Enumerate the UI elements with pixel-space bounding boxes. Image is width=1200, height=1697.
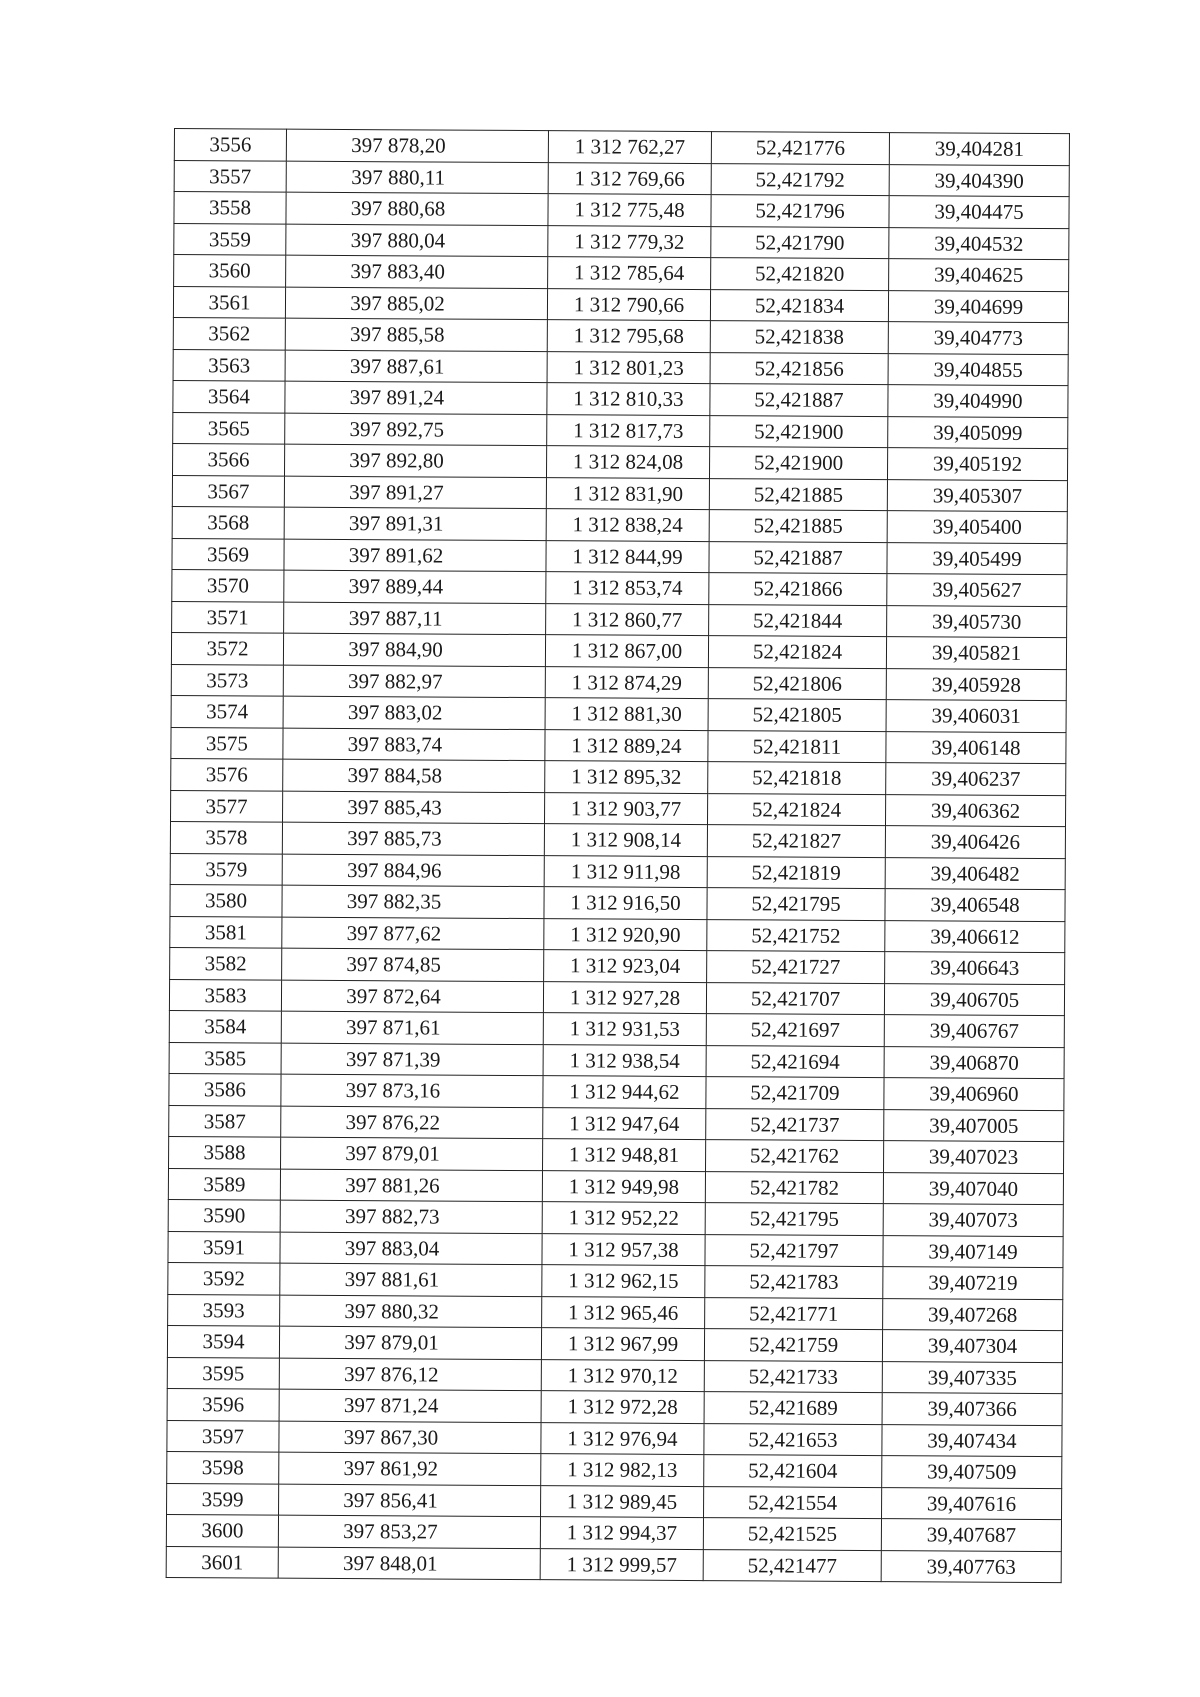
y-coordinate-cell: 1 312 976,94 [541, 1422, 704, 1454]
x-coordinate-cell: 397 891,62 [284, 539, 546, 572]
point-number-cell: 3584 [169, 1010, 281, 1042]
point-number-cell: 3592 [168, 1262, 280, 1294]
longitude-cell: 39,407434 [882, 1424, 1062, 1457]
table-row [169, 1010, 1064, 1047]
table-row [169, 979, 1064, 1016]
latitude-cell: 52,421792 [711, 163, 889, 196]
table-row [167, 1483, 1062, 1520]
latitude-cell: 52,421759 [704, 1329, 882, 1362]
longitude-cell: 39,405499 [887, 542, 1067, 575]
longitude-cell: 39,404390 [889, 164, 1069, 197]
y-coordinate-cell: 1 312 895,32 [545, 761, 708, 793]
y-coordinate-cell: 1 312 989,45 [541, 1485, 704, 1517]
x-coordinate-cell: 397 885,43 [283, 791, 545, 824]
point-number-cell: 3563 [173, 349, 285, 381]
table-row [168, 1199, 1063, 1236]
latitude-cell: 52,421776 [711, 132, 889, 165]
x-coordinate-cell: 397 892,80 [284, 444, 546, 477]
x-coordinate-cell: 397 887,11 [284, 602, 546, 635]
x-coordinate-cell: 397 883,74 [283, 728, 545, 761]
y-coordinate-cell: 1 312 801,23 [547, 351, 710, 383]
latitude-cell: 52,421790 [711, 226, 889, 259]
table-row [169, 1105, 1064, 1142]
y-coordinate-cell: 1 312 947,64 [543, 1107, 706, 1139]
point-number-cell: 3576 [171, 758, 283, 790]
x-coordinate-cell: 397 880,11 [286, 161, 548, 194]
table-row [170, 821, 1065, 858]
y-coordinate-cell: 1 312 860,77 [546, 603, 709, 635]
latitude-cell: 52,421811 [708, 730, 886, 763]
y-coordinate-cell: 1 312 931,53 [543, 1013, 706, 1045]
point-number-cell: 3571 [172, 601, 284, 633]
x-coordinate-cell: 397 874,85 [282, 948, 544, 981]
longitude-cell: 39,407509 [882, 1456, 1062, 1489]
y-coordinate-cell: 1 312 916,50 [544, 887, 707, 919]
point-number-cell: 3577 [171, 790, 283, 822]
longitude-cell: 39,407268 [883, 1298, 1063, 1331]
y-coordinate-cell: 1 312 972,28 [541, 1391, 704, 1423]
x-coordinate-cell: 397 882,35 [282, 885, 544, 918]
longitude-cell: 39,404625 [889, 259, 1069, 292]
point-number-cell: 3601 [166, 1546, 278, 1578]
y-coordinate-cell: 1 312 967,99 [541, 1328, 704, 1360]
longitude-cell: 39,405730 [887, 605, 1067, 638]
latitude-cell: 52,421796 [711, 195, 889, 228]
y-coordinate-cell: 1 312 911,98 [544, 855, 707, 887]
longitude-cell: 39,406612 [885, 920, 1065, 953]
y-coordinate-cell: 1 312 927,28 [543, 981, 706, 1013]
table-row [166, 1514, 1061, 1551]
longitude-cell: 39,404699 [888, 290, 1068, 323]
point-number-cell: 3567 [172, 475, 284, 507]
latitude-cell: 52,421797 [705, 1234, 883, 1267]
longitude-cell: 39,406362 [885, 794, 1065, 827]
y-coordinate-cell: 1 312 824,08 [546, 446, 709, 478]
latitude-cell: 52,421795 [705, 1203, 883, 1236]
x-coordinate-cell: 397 889,44 [284, 570, 546, 603]
longitude-cell: 39,407040 [883, 1172, 1063, 1205]
x-coordinate-cell: 397 867,30 [279, 1421, 541, 1454]
latitude-cell: 52,421771 [705, 1297, 883, 1330]
x-coordinate-cell: 397 861,92 [279, 1452, 541, 1485]
y-coordinate-cell: 1 312 920,90 [544, 918, 707, 950]
longitude-cell: 39,406960 [884, 1078, 1064, 1111]
x-coordinate-cell: 397 880,04 [286, 224, 548, 257]
latitude-cell: 52,421818 [708, 762, 886, 795]
point-number-cell: 3570 [172, 569, 284, 601]
table-row [167, 1388, 1062, 1425]
x-coordinate-cell: 397 884,96 [282, 854, 544, 887]
table-row [169, 1136, 1064, 1173]
y-coordinate-cell: 1 312 844,99 [546, 540, 709, 572]
x-coordinate-cell: 397 891,31 [284, 507, 546, 540]
point-number-cell: 3569 [172, 538, 284, 570]
x-coordinate-cell: 397 884,58 [283, 759, 545, 792]
point-number-cell: 3574 [171, 695, 283, 727]
y-coordinate-cell: 1 312 881,30 [545, 698, 708, 730]
latitude-cell: 52,421805 [708, 699, 886, 732]
longitude-cell: 39,404773 [888, 322, 1068, 355]
longitude-cell: 39,407616 [882, 1487, 1062, 1520]
point-number-cell: 3586 [169, 1073, 281, 1105]
table-row [173, 286, 1068, 323]
longitude-cell: 39,405928 [886, 668, 1066, 701]
longitude-cell: 39,406031 [886, 700, 1066, 733]
point-number-cell: 3564 [173, 380, 285, 412]
longitude-cell: 39,405099 [888, 416, 1068, 449]
table-row [174, 160, 1069, 197]
x-coordinate-cell: 397 881,26 [280, 1169, 542, 1202]
longitude-cell: 39,407687 [881, 1519, 1061, 1552]
x-coordinate-cell: 397 891,27 [284, 476, 546, 509]
table-row [171, 790, 1066, 827]
y-coordinate-cell: 1 312 962,15 [542, 1265, 705, 1297]
longitude-cell: 39,407335 [882, 1361, 1062, 1394]
longitude-cell: 39,405821 [886, 637, 1066, 670]
table-row [172, 569, 1067, 606]
x-coordinate-cell: 397 885,02 [285, 287, 547, 320]
longitude-cell: 39,404475 [889, 196, 1069, 229]
longitude-cell: 39,405400 [887, 511, 1067, 544]
latitude-cell: 52,421554 [704, 1486, 882, 1519]
point-number-cell: 3566 [173, 443, 285, 475]
table-row [174, 223, 1069, 260]
y-coordinate-cell: 1 312 903,77 [544, 792, 707, 824]
table-row [169, 1042, 1064, 1079]
longitude-cell: 39,406767 [884, 1015, 1064, 1048]
y-coordinate-cell: 1 312 831,90 [546, 477, 709, 509]
latitude-cell: 52,421885 [709, 510, 887, 543]
x-coordinate-cell: 397 887,61 [285, 350, 547, 383]
y-coordinate-cell: 1 312 994,37 [540, 1517, 703, 1549]
y-coordinate-cell: 1 312 908,14 [544, 824, 707, 856]
coordinates-table-wrapper [166, 128, 1069, 1583]
longitude-cell: 39,407366 [882, 1393, 1062, 1426]
latitude-cell: 52,421727 [707, 951, 885, 984]
x-coordinate-cell: 397 881,61 [280, 1263, 542, 1296]
longitude-cell: 39,405192 [887, 448, 1067, 481]
x-coordinate-cell: 397 885,58 [285, 318, 547, 351]
x-coordinate-cell: 397 871,24 [279, 1389, 541, 1422]
longitude-cell: 39,407219 [883, 1267, 1063, 1300]
x-coordinate-cell: 397 882,97 [283, 665, 545, 698]
longitude-cell: 39,407073 [883, 1204, 1063, 1237]
table-row [170, 853, 1065, 890]
latitude-cell: 52,421795 [707, 888, 885, 921]
table-row [167, 1357, 1062, 1394]
x-coordinate-cell: 397 873,16 [281, 1074, 543, 1107]
point-number-cell: 3589 [168, 1168, 280, 1200]
point-number-cell: 3595 [167, 1357, 279, 1389]
latitude-cell: 52,421762 [706, 1140, 884, 1173]
y-coordinate-cell: 1 312 874,29 [545, 666, 708, 698]
point-number-cell: 3562 [173, 317, 285, 349]
latitude-cell: 52,421694 [706, 1045, 884, 1078]
table-row [168, 1294, 1063, 1331]
point-number-cell: 3579 [170, 853, 282, 885]
point-number-cell: 3599 [167, 1483, 279, 1515]
latitude-cell: 52,421820 [711, 258, 889, 291]
y-coordinate-cell: 1 312 923,04 [544, 950, 707, 982]
latitude-cell: 52,421709 [706, 1077, 884, 1110]
point-number-cell: 3597 [167, 1420, 279, 1452]
table-row [167, 1451, 1062, 1488]
y-coordinate-cell: 1 312 853,74 [546, 572, 709, 604]
latitude-cell: 52,421525 [703, 1518, 881, 1551]
y-coordinate-cell: 1 312 769,66 [548, 162, 711, 194]
latitude-cell: 52,421827 [707, 825, 885, 858]
longitude-cell: 39,404855 [888, 353, 1068, 386]
x-coordinate-cell: 397 880,32 [280, 1295, 542, 1328]
table-row [166, 1546, 1061, 1583]
latitude-cell: 52,421838 [710, 321, 888, 354]
y-coordinate-cell: 1 312 779,32 [548, 225, 711, 257]
point-number-cell: 3568 [172, 506, 284, 538]
y-coordinate-cell: 1 312 965,46 [542, 1296, 705, 1328]
longitude-cell: 39,405627 [887, 574, 1067, 607]
latitude-cell: 52,421844 [709, 604, 887, 637]
point-number-cell: 3559 [174, 223, 286, 255]
table-row [173, 380, 1068, 417]
table-row [171, 758, 1066, 795]
y-coordinate-cell: 1 312 952,22 [542, 1202, 705, 1234]
point-number-cell: 3585 [169, 1042, 281, 1074]
x-coordinate-cell: 397 853,27 [278, 1515, 540, 1548]
y-coordinate-cell: 1 312 790,66 [547, 288, 710, 320]
longitude-cell: 39,406426 [885, 826, 1065, 859]
latitude-cell: 52,421697 [706, 1014, 884, 1047]
y-coordinate-cell: 1 312 957,38 [542, 1233, 705, 1265]
y-coordinate-cell: 1 312 817,73 [547, 414, 710, 446]
coordinates-table [166, 128, 1070, 1583]
longitude-cell: 39,406148 [886, 731, 1066, 764]
latitude-cell: 52,421783 [705, 1266, 883, 1299]
latitude-cell: 52,421689 [704, 1392, 882, 1425]
x-coordinate-cell: 397 876,12 [279, 1358, 541, 1391]
y-coordinate-cell: 1 312 970,12 [541, 1359, 704, 1391]
table-row [173, 349, 1068, 386]
table-row [171, 695, 1066, 732]
x-coordinate-cell: 397 878,20 [286, 129, 548, 162]
table-row [174, 129, 1069, 166]
x-coordinate-cell: 397 884,90 [283, 633, 545, 666]
table-row [169, 1073, 1064, 1110]
longitude-cell: 39,407304 [882, 1330, 1062, 1363]
point-number-cell: 3565 [173, 412, 285, 444]
point-number-cell: 3590 [168, 1199, 280, 1231]
x-coordinate-cell: 397 883,02 [283, 696, 545, 729]
x-coordinate-cell: 397 877,62 [282, 917, 544, 950]
coordinates-table-body [166, 129, 1069, 1583]
longitude-cell: 39,407149 [883, 1235, 1063, 1268]
y-coordinate-cell: 1 312 938,54 [543, 1044, 706, 1076]
table-row [171, 664, 1066, 701]
x-coordinate-cell: 397 856,41 [279, 1484, 541, 1517]
point-number-cell: 3596 [167, 1388, 279, 1420]
latitude-cell: 52,421885 [709, 478, 887, 511]
point-number-cell: 3588 [169, 1136, 281, 1168]
latitude-cell: 52,421856 [710, 352, 888, 385]
latitude-cell: 52,421824 [707, 793, 885, 826]
latitude-cell: 52,421824 [708, 636, 886, 669]
point-number-cell: 3578 [170, 821, 282, 853]
latitude-cell: 52,421834 [710, 289, 888, 322]
longitude-cell: 39,404281 [889, 133, 1069, 166]
latitude-cell: 52,421733 [704, 1360, 882, 1393]
table-row [168, 1262, 1063, 1299]
point-number-cell: 3594 [167, 1325, 279, 1357]
y-coordinate-cell: 1 312 867,00 [545, 635, 708, 667]
x-coordinate-cell: 397 876,22 [281, 1106, 543, 1139]
longitude-cell: 39,406643 [885, 952, 1065, 985]
y-coordinate-cell: 1 312 949,98 [542, 1170, 705, 1202]
point-number-cell: 3572 [171, 632, 283, 664]
table-row [171, 632, 1066, 669]
latitude-cell: 52,421653 [704, 1423, 882, 1456]
table-row [170, 947, 1065, 984]
x-coordinate-cell: 397 885,73 [282, 822, 544, 855]
point-number-cell: 3587 [169, 1105, 281, 1137]
y-coordinate-cell: 1 312 838,24 [546, 509, 709, 541]
y-coordinate-cell: 1 312 982,13 [541, 1454, 704, 1486]
x-coordinate-cell: 397 892,75 [285, 413, 547, 446]
point-number-cell: 3561 [173, 286, 285, 318]
longitude-cell: 39,406237 [886, 763, 1066, 796]
point-number-cell: 3600 [166, 1514, 278, 1546]
table-row [173, 412, 1068, 449]
x-coordinate-cell: 397 891,24 [285, 381, 547, 414]
table-row [172, 601, 1067, 638]
point-number-cell: 3581 [170, 916, 282, 948]
point-number-cell: 3556 [174, 129, 286, 161]
x-coordinate-cell: 397 871,39 [281, 1043, 543, 1076]
x-coordinate-cell: 397 879,01 [279, 1326, 541, 1359]
latitude-cell: 52,421887 [709, 541, 887, 574]
x-coordinate-cell: 397 883,04 [280, 1232, 542, 1265]
x-coordinate-cell: 397 848,01 [278, 1547, 540, 1580]
table-row [172, 475, 1067, 512]
point-number-cell: 3573 [171, 664, 283, 696]
longitude-cell: 39,407005 [884, 1109, 1064, 1142]
point-number-cell: 3582 [170, 947, 282, 979]
table-row [174, 192, 1069, 229]
latitude-cell: 52,421737 [706, 1108, 884, 1141]
y-coordinate-cell: 1 312 795,68 [547, 320, 710, 352]
point-number-cell: 3583 [169, 979, 281, 1011]
latitude-cell: 52,421900 [710, 415, 888, 448]
x-coordinate-cell: 397 882,73 [280, 1200, 542, 1233]
longitude-cell: 39,407023 [883, 1141, 1063, 1174]
table-row [173, 443, 1068, 480]
table-row [167, 1420, 1062, 1457]
table-row [172, 506, 1067, 543]
table-row [168, 1168, 1063, 1205]
y-coordinate-cell: 1 312 775,48 [548, 194, 711, 226]
table-row [168, 1231, 1063, 1268]
point-number-cell: 3580 [170, 884, 282, 916]
y-coordinate-cell: 1 312 785,64 [548, 257, 711, 289]
y-coordinate-cell: 1 312 762,27 [548, 131, 711, 163]
table-row [171, 727, 1066, 764]
latitude-cell: 52,421752 [707, 919, 885, 952]
point-number-cell: 3591 [168, 1231, 280, 1263]
point-number-cell: 3558 [174, 192, 286, 224]
x-coordinate-cell: 397 880,68 [286, 192, 548, 225]
longitude-cell: 39,407763 [881, 1550, 1061, 1583]
x-coordinate-cell: 397 872,64 [281, 980, 543, 1013]
longitude-cell: 39,404990 [888, 385, 1068, 418]
x-coordinate-cell: 397 883,40 [286, 255, 548, 288]
longitude-cell: 39,406482 [885, 857, 1065, 890]
longitude-cell: 39,404532 [889, 227, 1069, 260]
latitude-cell: 52,421819 [707, 856, 885, 889]
y-coordinate-cell: 1 312 810,33 [547, 383, 710, 415]
point-number-cell: 3557 [174, 160, 286, 192]
longitude-cell: 39,405307 [887, 479, 1067, 512]
latitude-cell: 52,421806 [708, 667, 886, 700]
latitude-cell: 52,421782 [705, 1171, 883, 1204]
x-coordinate-cell: 397 879,01 [281, 1137, 543, 1170]
latitude-cell: 52,421707 [706, 982, 884, 1015]
table-row [174, 255, 1069, 292]
latitude-cell: 52,421900 [709, 447, 887, 480]
longitude-cell: 39,406705 [884, 983, 1064, 1016]
longitude-cell: 39,406548 [885, 889, 1065, 922]
point-number-cell: 3560 [174, 255, 286, 287]
point-number-cell: 3593 [168, 1294, 280, 1326]
table-row [170, 884, 1065, 921]
latitude-cell: 52,421477 [703, 1549, 881, 1582]
latitude-cell: 52,421866 [709, 573, 887, 606]
y-coordinate-cell: 1 312 889,24 [545, 729, 708, 761]
latitude-cell: 52,421887 [710, 384, 888, 417]
y-coordinate-cell: 1 312 944,62 [543, 1076, 706, 1108]
table-row [170, 916, 1065, 953]
table-row [172, 538, 1067, 575]
point-number-cell: 3598 [167, 1451, 279, 1483]
y-coordinate-cell: 1 312 948,81 [543, 1139, 706, 1171]
table-row [167, 1325, 1062, 1362]
y-coordinate-cell: 1 312 999,57 [540, 1548, 703, 1580]
table-row [173, 317, 1068, 354]
point-number-cell: 3575 [171, 727, 283, 759]
x-coordinate-cell: 397 871,61 [281, 1011, 543, 1044]
latitude-cell: 52,421604 [704, 1455, 882, 1488]
longitude-cell: 39,406870 [884, 1046, 1064, 1079]
